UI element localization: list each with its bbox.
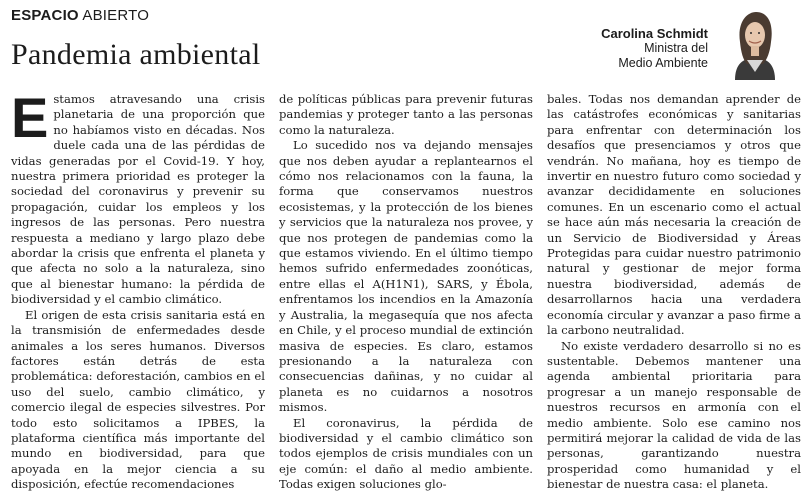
drop-cap: E [11, 86, 49, 149]
author-photo [727, 8, 783, 80]
author-role-line1: Ministra del [644, 41, 708, 55]
paragraph: bales. Todas nos demandan aprender de las catástrofes económicas y sanitarias para enfrentar con determinación los desafíos que presenciamos y otros que vendrán. No mañana, hoy es tiempo de invertir en nuestro futuro como sociedad y avanzar decididamente en soluciones comunes. En un escenario como el actual se hace aún más necesaria la creación de un Servicio de Biodiversidad y Áreas Protegidas para cuidar nuestro patrimonio natural y gestionar de mejor forma nuestra biodiversidad, además de desarrollarnos hacia una verdadera economía circular y avanzar a paso firme a la carbono neutralidad. [547, 92, 801, 338]
article-column-3 [547, 92, 801, 492]
paragraph: Lo sucedido nos va dejando mensajes que nos deben ayudar a replantearnos el cómo nos relacionamos con la fauna, la forma que conservamos nuestros ecosistemas, y la protección de los bienes y servicios que la naturaleza nos provee, y que nos protegen de pandemias como la que estamos viviendo. En el último tiempo hemos sufrido enfermedades zoonóticas, entre ellas el A(H1N1), SARS, y Ébola, enfrentamos los incendios en la Amazonía y Australia, la megasequía que nos afecta en Chile, y el proceso mundial de extinción masiva de especies. Es claro, estamos presionando a la naturaleza con consecuencias dañinas, y no cuidar al planeta es no cuidarnos a nosotros mismos. [279, 138, 533, 415]
author-role-line2: Medio Ambiente [618, 56, 708, 70]
article-title: Pandemia ambiental [11, 38, 261, 71]
paragraph: de políticas públicas para prevenir futuras pandemias y proteger tanto a las personas como la naturaleza. [279, 92, 533, 137]
section-label [11, 7, 149, 24]
paragraph: No existe verdadero desarrollo si no es sustentable. Debemos mantener una agenda ambiental prioritaria para progresar a un manejo responsable de nuestros recursos en armonía con el medio ambiente. Solo ese camino nos permitirá mejorar la calidad de vida de las personas, garantizando nuestra prosperidad como humanidad y el bienestar de nuestra casa: el planeta. [547, 338, 801, 492]
article-column-2 [279, 92, 533, 492]
paragraph: El origen de esta crisis sanitaria está en la transmisión de enfermedades desde animales a los seres humanos. Diversos factores están detrás de esta problemática: deforestación, cambios en el uso del suelo, cambio climático, y comercio ilegal de especies silvestres. Por todo esto solicitamos a IPBES, la plataforma científica más importante del mundo en biodiversidad, para que apoyada en la mejor ciencia a su disposición, efectúe recomendaciones [11, 307, 265, 492]
article-column-1 [11, 86, 265, 492]
article-body [11, 86, 801, 492]
author-name: Carolina Schmidt [601, 26, 708, 41]
section-label-bold: ESPACIO [11, 7, 79, 24]
paragraph: El coronavirus, la pérdida de biodiversidad y el cambio climático son todos ejemplos de crisis mundiales con un eje común: el daño al medio ambiente. Todas exigen soluciones glo- [279, 415, 533, 492]
author-block [601, 26, 708, 71]
section-label-light: ABIERTO [82, 7, 150, 24]
paragraph: Estamos atravesando una crisis planetaria de una proporción que no habíamos visto en décadas. Nos duele cada una de las pérdidas de vidas generadas por el Covid-19. Y hoy, nuestra primera prioridad es proteger la sociedad del coronavirus y prevenir su propagación, cuidar los empleos y los ingresos de las personas. Pero nuestra respuesta a mediano y largo plazo debe abordar la crisis que enfrenta el planeta y que afecta no solo a la naturaleza, sino que al bienestar humano: la pérdida de biodiversidad y el cambio climático. [11, 86, 265, 307]
